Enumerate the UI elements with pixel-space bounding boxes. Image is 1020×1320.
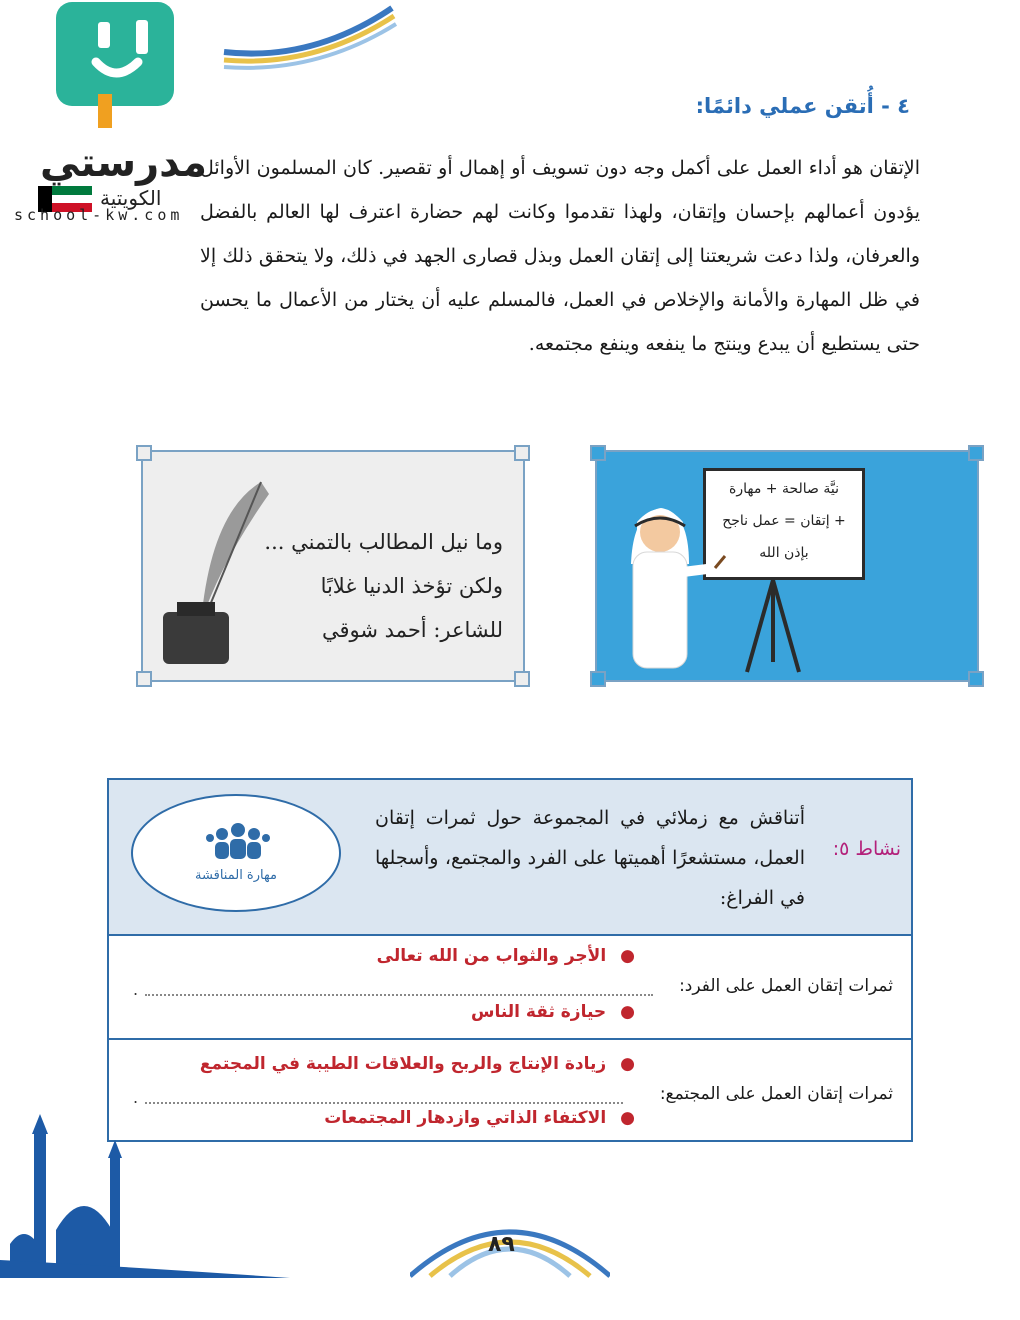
- activity-header: [109, 780, 911, 936]
- board-line-2: + إتقان = عمل ناجح: [722, 513, 846, 529]
- individual-answer-1[interactable]: ●الأجر والثواب من الله تعالى: [376, 946, 635, 966]
- corner-ornament: [968, 445, 984, 461]
- logo-title: مدرستي: [40, 140, 208, 186]
- skill-badge: [131, 794, 341, 912]
- corner-ornament: [514, 445, 530, 461]
- corner-ornament: [514, 671, 530, 687]
- answer-line: [145, 1102, 623, 1104]
- bullet-icon: ●: [620, 1054, 635, 1074]
- header-swoosh-icon: [222, 4, 402, 74]
- corner-ornament: [968, 671, 984, 687]
- society-answer-2[interactable]: ●الاكتفاء الذاتي وازدهار المجتمعات: [324, 1108, 635, 1128]
- society-label: ثمرات إتقان العمل على المجتمع:: [659, 1084, 893, 1104]
- poem-line-2: ولكن تؤخذ الدنيا غلابًا: [320, 574, 503, 598]
- board-card: [595, 450, 979, 682]
- presentation-board: [703, 468, 865, 580]
- individual-row: [109, 936, 911, 1040]
- quill-inkwell-icon: [151, 472, 281, 672]
- skill-label: مهارة المناقشة: [195, 868, 277, 883]
- answer-line: [145, 994, 653, 996]
- activity-label: نشاط ٥:: [832, 838, 901, 860]
- board-line-1: نيَّة صالحة + مهارة: [729, 481, 839, 497]
- corner-ornament: [590, 445, 606, 461]
- logo-book-icon: [56, 2, 174, 106]
- society-answer-1[interactable]: ●زيادة الإنتاج والربح والعلاقات الطيبة في المجتمع: [199, 1054, 635, 1074]
- bullet-icon: ●: [620, 1108, 635, 1128]
- section-heading: ٤ - أُتقن عملي دائمًا:: [695, 94, 910, 118]
- section-paragraph: الإتقان هو أداء العمل على أكمل وجه دون تسويف أو إهمال أو تقصير. كان المسلمون الأوائل يؤدون أعمالهم بإحسان وإتقان، ولهذا تقدموا وكانت لهم حضارة اعترف لها العالم بالفضل والعرفان، ولذا دعت شريعتنا إلى إتقان العمل وبذل قصارى الجهد في ذلك، ولا يتحقق ذلك إلا في ظل المهارة والأمانة والإخلاص في العمل، فالمسلم عليه أن يختار من الأعمال ما يحسن حتى يستطيع أن يبدع وينتج ما ينفعه وينفع مجتمعه.: [200, 157, 920, 355]
- poem-author: للشاعر: أحمد شوقي: [322, 618, 503, 642]
- group-people-icon: [206, 822, 270, 862]
- individual-label: ثمرات إتقان العمل على الفرد:: [679, 976, 893, 996]
- poem-line-1: وما نيل المطالب بالتمني ...: [264, 530, 503, 554]
- corner-ornament: [136, 445, 152, 461]
- bullet-icon: ●: [620, 946, 635, 966]
- logo-subtitle: الكويتية: [100, 186, 162, 210]
- activity-box: [107, 778, 913, 1142]
- period-mark: .: [133, 1088, 139, 1107]
- board-line-3: بإذن الله: [759, 545, 809, 561]
- period-mark: .: [133, 980, 139, 999]
- corner-ornament: [136, 671, 152, 687]
- bullet-icon: ●: [620, 1002, 635, 1022]
- mosque-silhouette-icon: [0, 1110, 300, 1278]
- individual-answer-2[interactable]: ●حيازة ثقة الناس: [471, 1002, 635, 1022]
- corner-ornament: [590, 671, 606, 687]
- logo-url: school-kw.com: [14, 206, 184, 224]
- activity-instruction: أتناقش مع زملائي في المجموعة حول ثمرات إتقان العمل، مستشعرًا أهميتها على الفرد والمجتمع، وأسجلها في الفراغ:: [375, 807, 805, 909]
- page-number: ٨٩: [488, 1232, 515, 1257]
- poem-card: [141, 450, 525, 682]
